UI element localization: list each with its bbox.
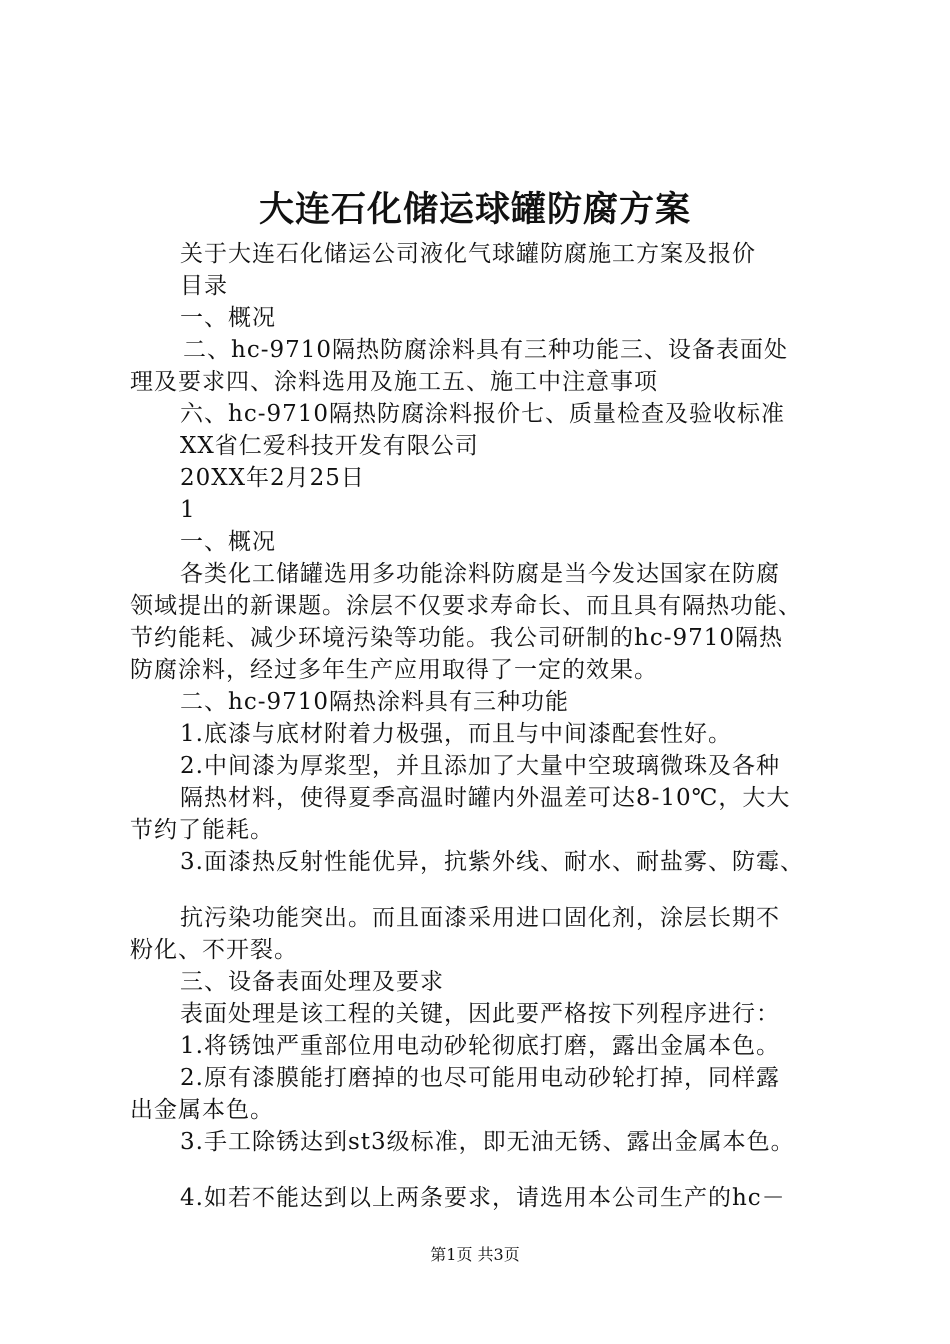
toc-item: 一、概况 [180, 305, 276, 331]
list-item: 1.底漆与底材附着力极强，而且与中间漆配套性好。 [180, 721, 732, 747]
list-item: 3.面漆热反射性能优异，抗紫外线、耐水、耐盐雾、防霉、 [180, 849, 804, 875]
toc-item: 理及要求四、涂料选用及施工五、施工中注意事项 [130, 369, 658, 395]
list-item-continuation: 抗污染功能突出。而且面漆采用进口固化剂，涂层长期不 [180, 905, 780, 931]
list-item: 4.如若不能达到以上两条要求，请选用本公司生产的hc－ [180, 1185, 786, 1211]
paragraph-line: 各类化工储罐选用多功能涂料防腐是当今发达国家在防腐 [180, 561, 780, 587]
document-date: 20XX年2月25日 [180, 465, 365, 491]
toc-item: 二、hc-9710隔热防腐涂料具有三种功能三、设备表面处 [183, 337, 788, 363]
toc-heading: 目录 [180, 273, 228, 299]
paragraph-line: 领域提出的新课题。涂层不仅要求寿命长、而且具有隔热功能、 [130, 593, 802, 619]
list-item: 1.将锈蚀严重部位用电动砂轮彻底打磨，露出金属本色。 [180, 1033, 780, 1059]
list-item: 2.原有漆膜能打磨掉的也尽可能用电动砂轮打掉，同样露 [180, 1065, 780, 1091]
page-footer: 第1页 共3页 [430, 1245, 520, 1264]
section-heading: 三、设备表面处理及要求 [180, 969, 444, 995]
list-item: 2.中间漆为厚浆型，并且添加了大量中空玻璃微珠及各种 [180, 753, 780, 779]
toc-item: 六、hc-9710隔热防腐涂料报价七、质量检查及验收标准 [180, 401, 785, 427]
list-item: 3.手工除锈达到st3级标准，即无油无锈、露出金属本色。 [180, 1129, 795, 1155]
list-item-continuation: 隔热材料，使得夏季高温时罐内外温差可达8-10℃，大大 [180, 785, 791, 811]
company-name: XX省仁爱科技开发有限公司 [180, 433, 479, 459]
list-item-continuation: 粉化、不开裂。 [130, 937, 298, 963]
section-heading: 二、hc-9710隔热涂料具有三种功能 [180, 689, 569, 715]
document-title: 大连石化储运球罐防腐方案 [258, 189, 691, 230]
intro-line: 关于大连石化储运公司液化气球罐防腐施工方案及报价 [180, 241, 756, 267]
list-item-continuation: 出金属本色。 [130, 1097, 274, 1123]
paragraph-line: 节约能耗、减少环境污染等功能。我公司研制的hc-9710隔热 [130, 625, 783, 651]
paragraph-line: 防腐涂料，经过多年生产应用取得了一定的效果。 [130, 657, 658, 683]
section-heading: 一、概况 [180, 529, 276, 555]
list-item-continuation: 节约了能耗。 [130, 817, 274, 843]
page-marker: 1 [180, 497, 196, 523]
paragraph-line: 表面处理是该工程的关键，因此要严格按下列程序进行： [180, 1001, 780, 1027]
